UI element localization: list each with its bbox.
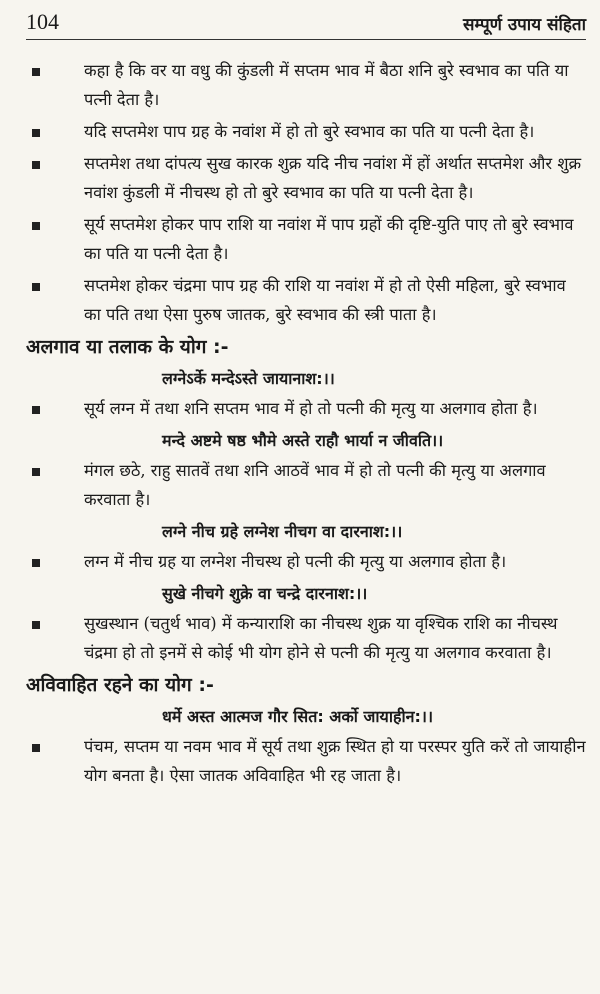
bullet-square-icon — [32, 222, 40, 230]
list-item — [26, 271, 586, 329]
paragraph: सप्तमेश तथा दांपत्य सुख कारक शुक्र यदि नीच नवांश में हों अर्थात सप्तमेश और शुक्र नवांश कुंडली में नीचस्थ हो तो बुरे स्वभाव का पति या पत्नी देता है। — [84, 154, 582, 202]
list-item — [26, 732, 586, 790]
sloka-verse: सुखे नीचगे शुक्रे वा चन्द्रे दारनाश:।। — [162, 584, 368, 603]
paragraph: सूर्य सप्तमेश होकर पाप राशि या नवांश में पाप ग्रहों की दृष्टि-युति पाए तो बुरे स्वभाव का पति या पत्नी देता है। — [84, 215, 574, 263]
bullet-square-icon — [32, 406, 40, 414]
list-item — [26, 56, 586, 114]
list-item — [26, 547, 586, 576]
running-title: सम्पूर्ण उपाय संहिता — [463, 15, 586, 35]
page-header — [26, 6, 586, 40]
list-item — [26, 609, 586, 667]
bullet-square-icon — [32, 68, 40, 76]
sloka-verse: धर्मे अस्त आत्मज गौर सित: अर्को जायाहीन:।। — [162, 707, 434, 726]
paragraph: पंचम, सप्तम या नवम भाव में सूर्य तथा शुक्र स्थित हो या परस्पर युति करें तो जायाहीन योग बनता है। ऐसा जातक अविवाहित भी रह जाता है। — [84, 737, 586, 785]
bullet-square-icon — [32, 283, 40, 291]
bullet-square-icon — [32, 468, 40, 476]
page-content — [26, 56, 586, 790]
bullet-square-icon — [32, 744, 40, 752]
sloka-verse: मन्दे अष्टमे षष्ठ भौमे अस्ते राहौ भार्या न जीवति।। — [162, 431, 444, 450]
paragraph: मंगल छठे, राहु सातवें तथा शनि आठवें भाव में हो तो पत्नी की मृत्यु या अलगाव करवाता है। — [84, 461, 546, 509]
bullet-square-icon — [32, 621, 40, 629]
paragraph: सप्तमेश होकर चंद्रमा पाप ग्रह की राशि या नवांश में हो तो ऐसी महिला, बुरे स्वभाव का पति तथा ऐसा पुरुष जातक, बुरे स्वभाव की स्त्री पाता है। — [84, 276, 566, 324]
list-item — [26, 394, 586, 423]
list-item — [26, 210, 586, 268]
paragraph: लग्न में नीच ग्रह या लग्नेश नीचस्थ हो पत्नी की मृत्यु या अलगाव होता है। — [84, 552, 507, 571]
paragraph: कहा है कि वर या वधु की कुंडली में सप्तम भाव में बैठा शनि बुरे स्वभाव का पति या पत्नी देता है। — [84, 61, 569, 109]
bullet-square-icon — [32, 559, 40, 567]
list-item — [26, 149, 586, 207]
section-heading-unmarried: अविवाहित रहने का योग :- — [26, 674, 214, 696]
paragraph: सूर्य लग्न में तथा शनि सप्तम भाव में हो तो पत्नी की मृत्यु या अलगाव होता है। — [84, 399, 538, 418]
sloka-verse: लग्ने नीच ग्रहे लग्नेश नीचग वा दारनाश:।। — [162, 522, 403, 541]
sloka-verse: लग्नेऽर्के मन्देऽस्ते जायानाश:।। — [162, 369, 335, 388]
section-heading-separation: अलगाव या तलाक के योग :- — [26, 336, 229, 358]
bullet-square-icon — [32, 161, 40, 169]
paragraph: यदि सप्तमेश पाप ग्रह के नवांश में हो तो बुरे स्वभाव का पति या पत्नी देता है। — [84, 122, 535, 141]
bullet-square-icon — [32, 129, 40, 137]
page-number: 104 — [26, 9, 59, 34]
list-item — [26, 456, 586, 514]
paragraph: सुखस्थान (चतुर्थ भाव) में कन्याराशि का नीचस्थ शुक्र या वृश्चिक राशि का नीचस्थ चंद्रमा हो तो इनमें से कोई भी योग होने से पत्नी की मृत्यु या अलगाव करवाता है। — [84, 614, 558, 662]
list-item — [26, 117, 586, 146]
